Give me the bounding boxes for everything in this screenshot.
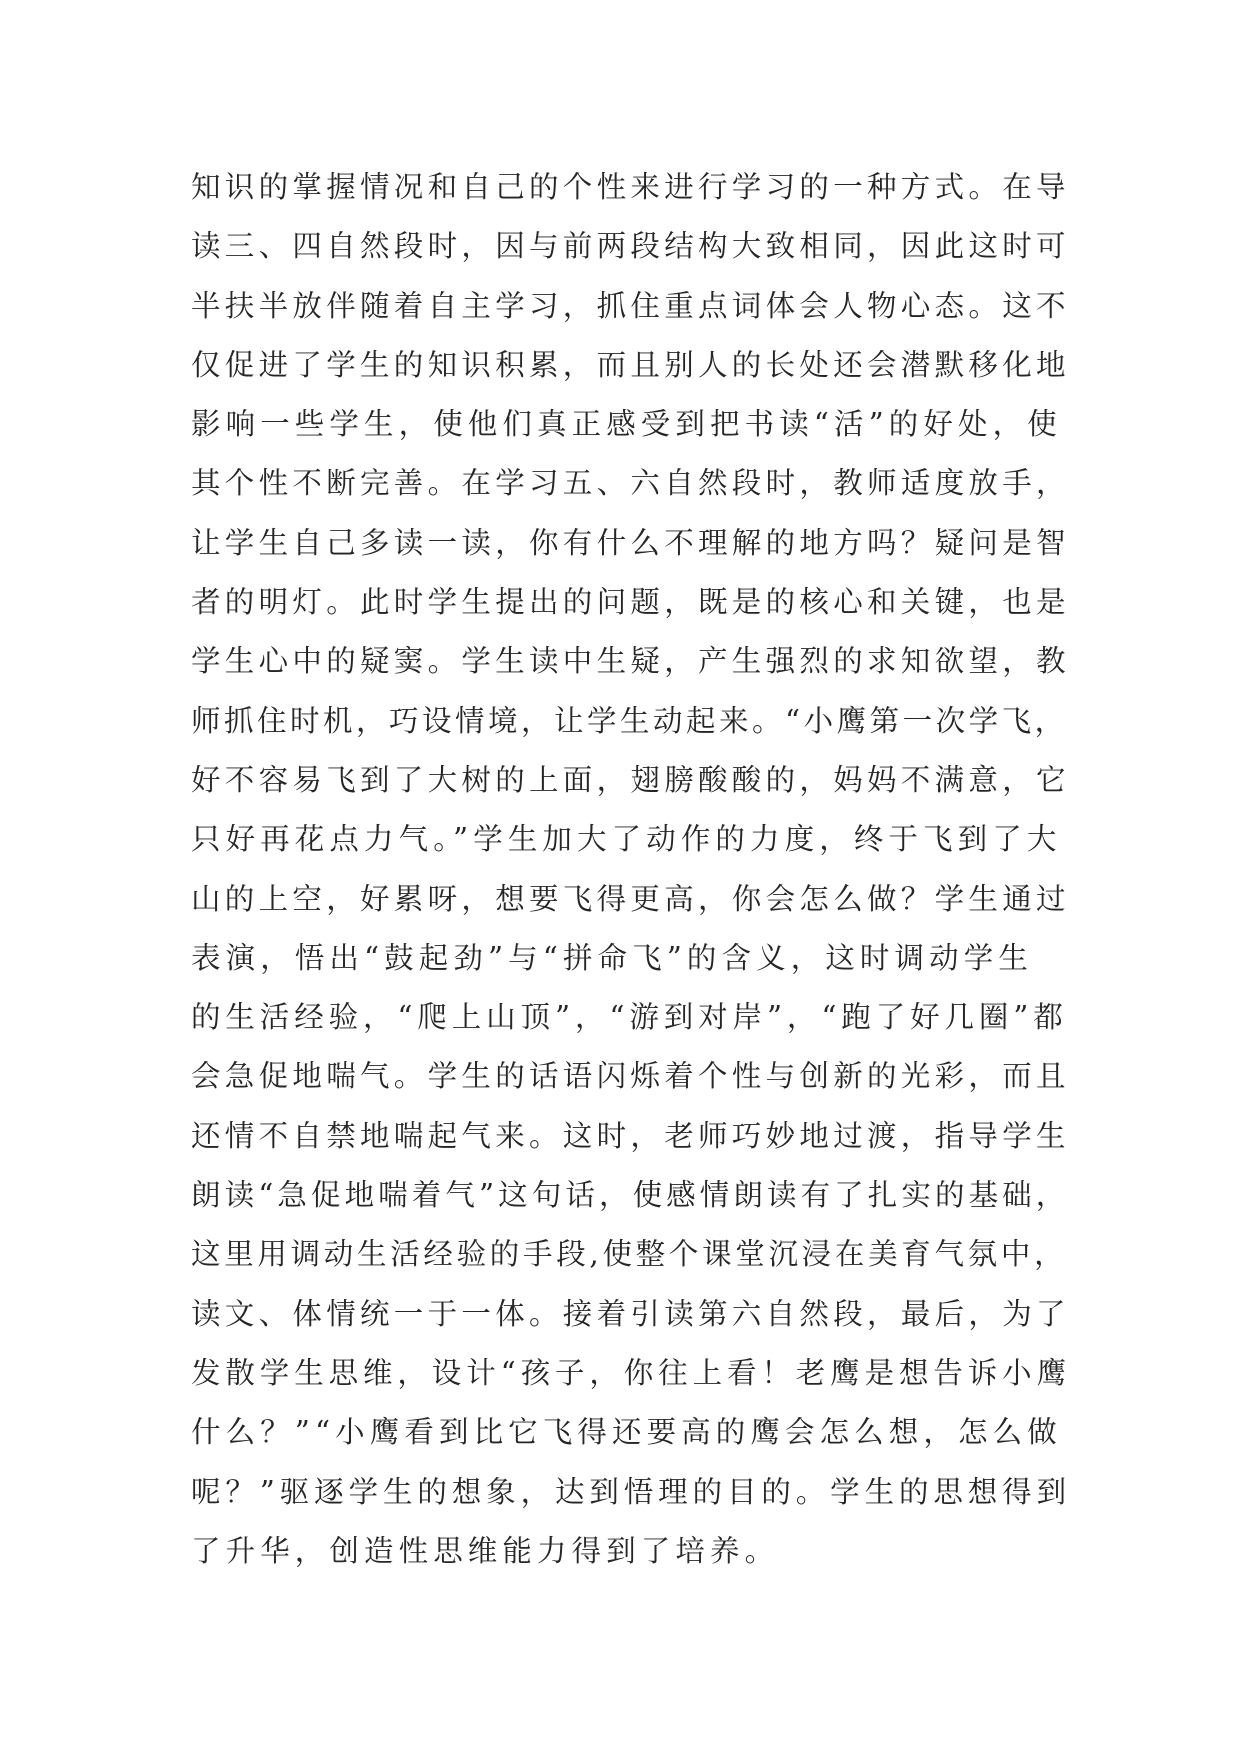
text-line: 朗读“急促地喘着气”这句话，使感情朗读有了扎实的基础， [191,1178,1070,1213]
text-line: 影响一些学生，使他们真正感受到把书读“活”的好处，使 [191,407,1062,442]
text-line: 半扶半放伴随着自主学习，抓住重点词体会人物心态。这不 [191,288,1070,323]
text-line: 只好再花点力气。”学生加大了动作的力度，终于飞到了大 [191,822,1062,857]
text-line: 仅促进了学生的知识积累，而且别人的长处还会潜默移化地 [191,347,1070,382]
text-line: 好不容易飞到了大树的上面，翅膀酸酸的，妈妈不满意，它 [191,762,1070,797]
text-line: 呢？”驱逐学生的想象，达到悟理的目的。学生的思想得到 [191,1474,1071,1509]
text-line: 读文、体情统一于一体。接着引读第六自然段，最后，为了 [191,1296,1070,1331]
text-line: 什么？”“小鹰看到比它飞得还要高的鹰会怎么想，怎么做 [191,1415,1062,1450]
text-line: 学生心中的疑窦。学生读中生疑，产生强烈的求知欲望，教 [191,644,1070,679]
text-line: 这里用调动生活经验的手段,使整个课堂沉浸在美育气氛中， [191,1237,1068,1272]
text-line: 其个性不断完善。在学习五、六自然段时，教师适度放手， [191,466,1070,501]
text-line: 了升华，创造性思维能力得到了培养。 [191,1533,780,1568]
text-line: 山的上空，好累呀，想要飞得更高，你会怎么做？学生通过 [191,881,1070,916]
text-line: 会急促地喘气。学生的话语闪烁着个性与创新的光彩，而且 [191,1059,1070,1094]
text-line: 师抓住时机，巧设情境，让学生动起来。“小鹰第一次学飞， [191,703,1068,738]
body-paragraph [191,158,1071,1581]
text-line: 读三、四自然段时，因与前两段结构大致相同，因此这时可 [191,229,1070,264]
text-line: 让学生自己多读一读，你有什么不理解的地方吗？疑问是智 [191,525,1070,560]
text-line: 发散学生思维，设计“孩子，你往上看！老鹰是想告诉小鹰 [191,1355,1071,1390]
text-line: 的生活经验，“爬上山顶”，“游到对岸”，“跑了好几圈”都 [191,1000,1068,1035]
text-line: 还情不自禁地喘起气来。这时，老师巧妙地过渡，指导学生 [191,1118,1070,1153]
text-line: 者的明灯。此时学生提出的问题，既是的核心和关键，也是 [191,585,1070,620]
text-line: 知识的掌握情况和自己的个性来进行学习的一种方式。在导 [191,170,1070,204]
text-line: 表演，悟出“鼓起劲”与“拼命飞”的含义，这时调动学生 [191,940,1033,975]
